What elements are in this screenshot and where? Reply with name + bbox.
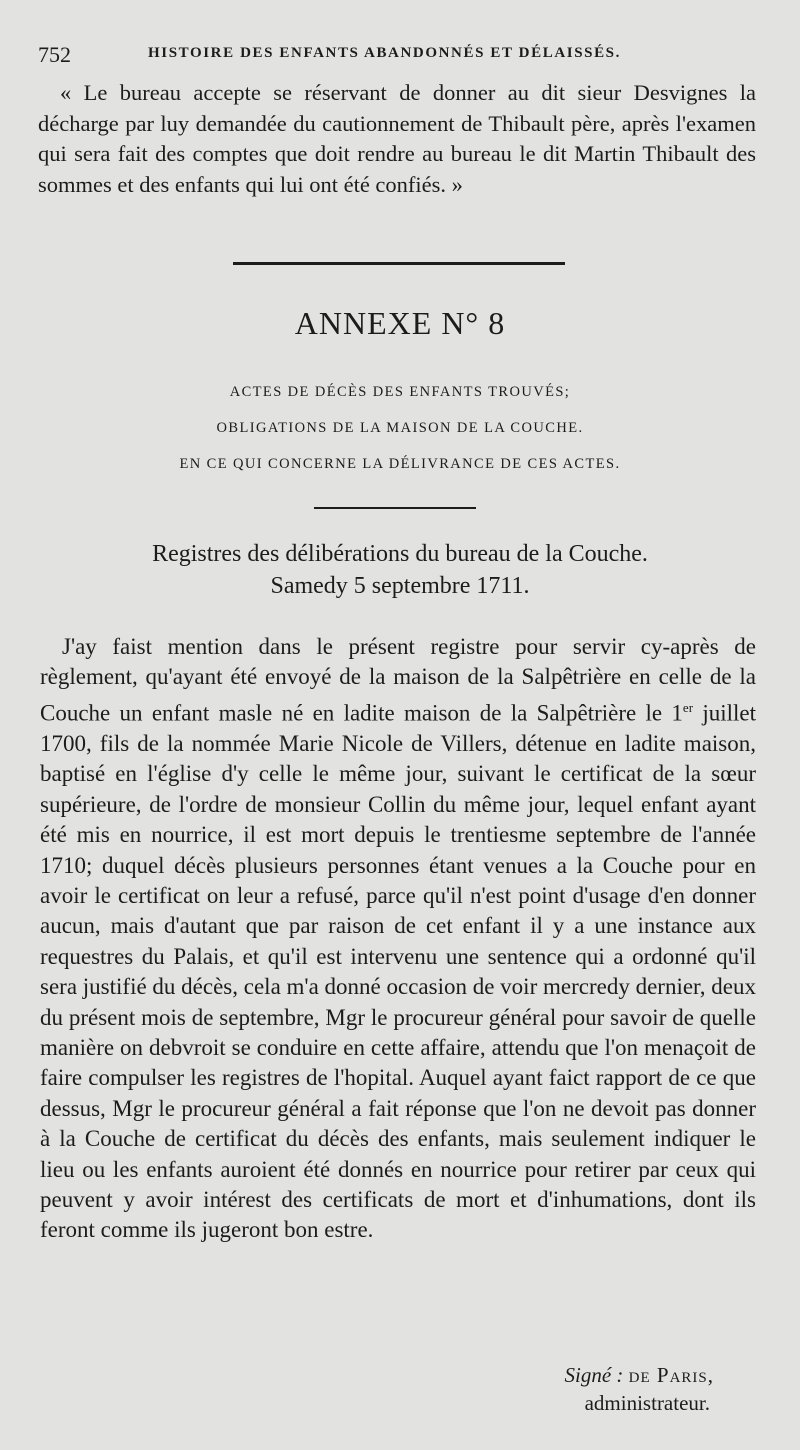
- body-intro: J'ay faist mention dans le présent registre pour servir cy-après de règlement, qu'ayant été envoyé de la maison de la Salpêtrière en celle de la Couche un enfant masle né en ladite maison de la Salpêtrière le 1: [40, 634, 756, 726]
- signature-label: Signé :: [564, 1363, 624, 1387]
- annex-subtitle-line: EN CE QUI CONCERNE LA DÉLIVRANCE DE CES ACTES.: [179, 456, 621, 472]
- annex-subtitle-line: OBLIGATIONS DE LA MAISON DE LA COUCHE.: [216, 420, 584, 436]
- annex-title: ANNEXE N° 8: [294, 305, 506, 341]
- register-title: Registres des délibérations du bureau de la Couche.: [152, 541, 648, 567]
- ordinal-superscript: er: [682, 699, 694, 715]
- page-number: 752: [38, 42, 71, 67]
- section-divider-short: [314, 507, 476, 509]
- signature-line: [564, 1363, 714, 1388]
- signatory-role: administrateur.: [584, 1391, 710, 1415]
- register-date: Samedy 5 septembre 1711.: [270, 573, 530, 599]
- running-title: HISTOIRE DES ENFANTS ABANDONNÉS ET DÉLAISSÉS.: [148, 45, 621, 61]
- annex-subtitle-line: ACTES DE DÉCÈS DES ENFANTS TROUVÉS;: [229, 384, 571, 400]
- quote-paragraph: « Le bureau accepte se réservant de donner au dit sieur Desvignes la décharge par luy demandée du cautionnement de Thibault père, après l'examen qui sera fait des comptes que doit rendre au bureau le dit Martin Thibault des sommes et des enfants qui lui ont été confiés. »: [38, 80, 756, 197]
- section-divider-long: [233, 262, 565, 265]
- page-header: [38, 42, 758, 72]
- body-text: juillet 1700, fils de la nommée Marie Nicole de Villers, détenue en ladite maison, baptisé en l'église d'y celle le même jour, suivant le certificat de la sœur supérieure, de l'ordre de monsieur Collin du même jour, lequel enfant ayant été mis en nourrice, il est mort depuis le trentiesme septembre de l'année 1710; duquel décès plusieurs personnes étant venues a la Couche pour en avoir le certificat on leur a refusé, parce qu'il n'est point d'usage d'en donner aucun, mais d'autant que par raison de cet enfant il y a une instance aux requestres du Palais, et qu'il est intervenu une sentence qui a ordonné qu'il sera justifié du décès, cela m'a donné occasion de voir mercredy dernier, deux du présent mois de septembre, Mgr le procureur général pour savoir de quelle manière on debvroit se conduire en cette affaire, attendu que l'on menaçoit de faire compulser les registres de l'hopital. Auquel ayant faict rapport de ce que dessus, Mgr le procureur général a fait réponse que l'on ne devoit pas donner à la Couche de certificat du décès des enfants, mais seulement indiquer le lieu ou les enfants auroient été donnés en nourrice pour retirer par ceux qui peuvent y avoir intérest des certificats de mort et d'inhumations, dont ils feront comme ils jugeront bon estre.: [40, 700, 756, 1243]
- body-paragraph: [40, 632, 756, 1246]
- signatory-name: de Paris,: [628, 1363, 714, 1387]
